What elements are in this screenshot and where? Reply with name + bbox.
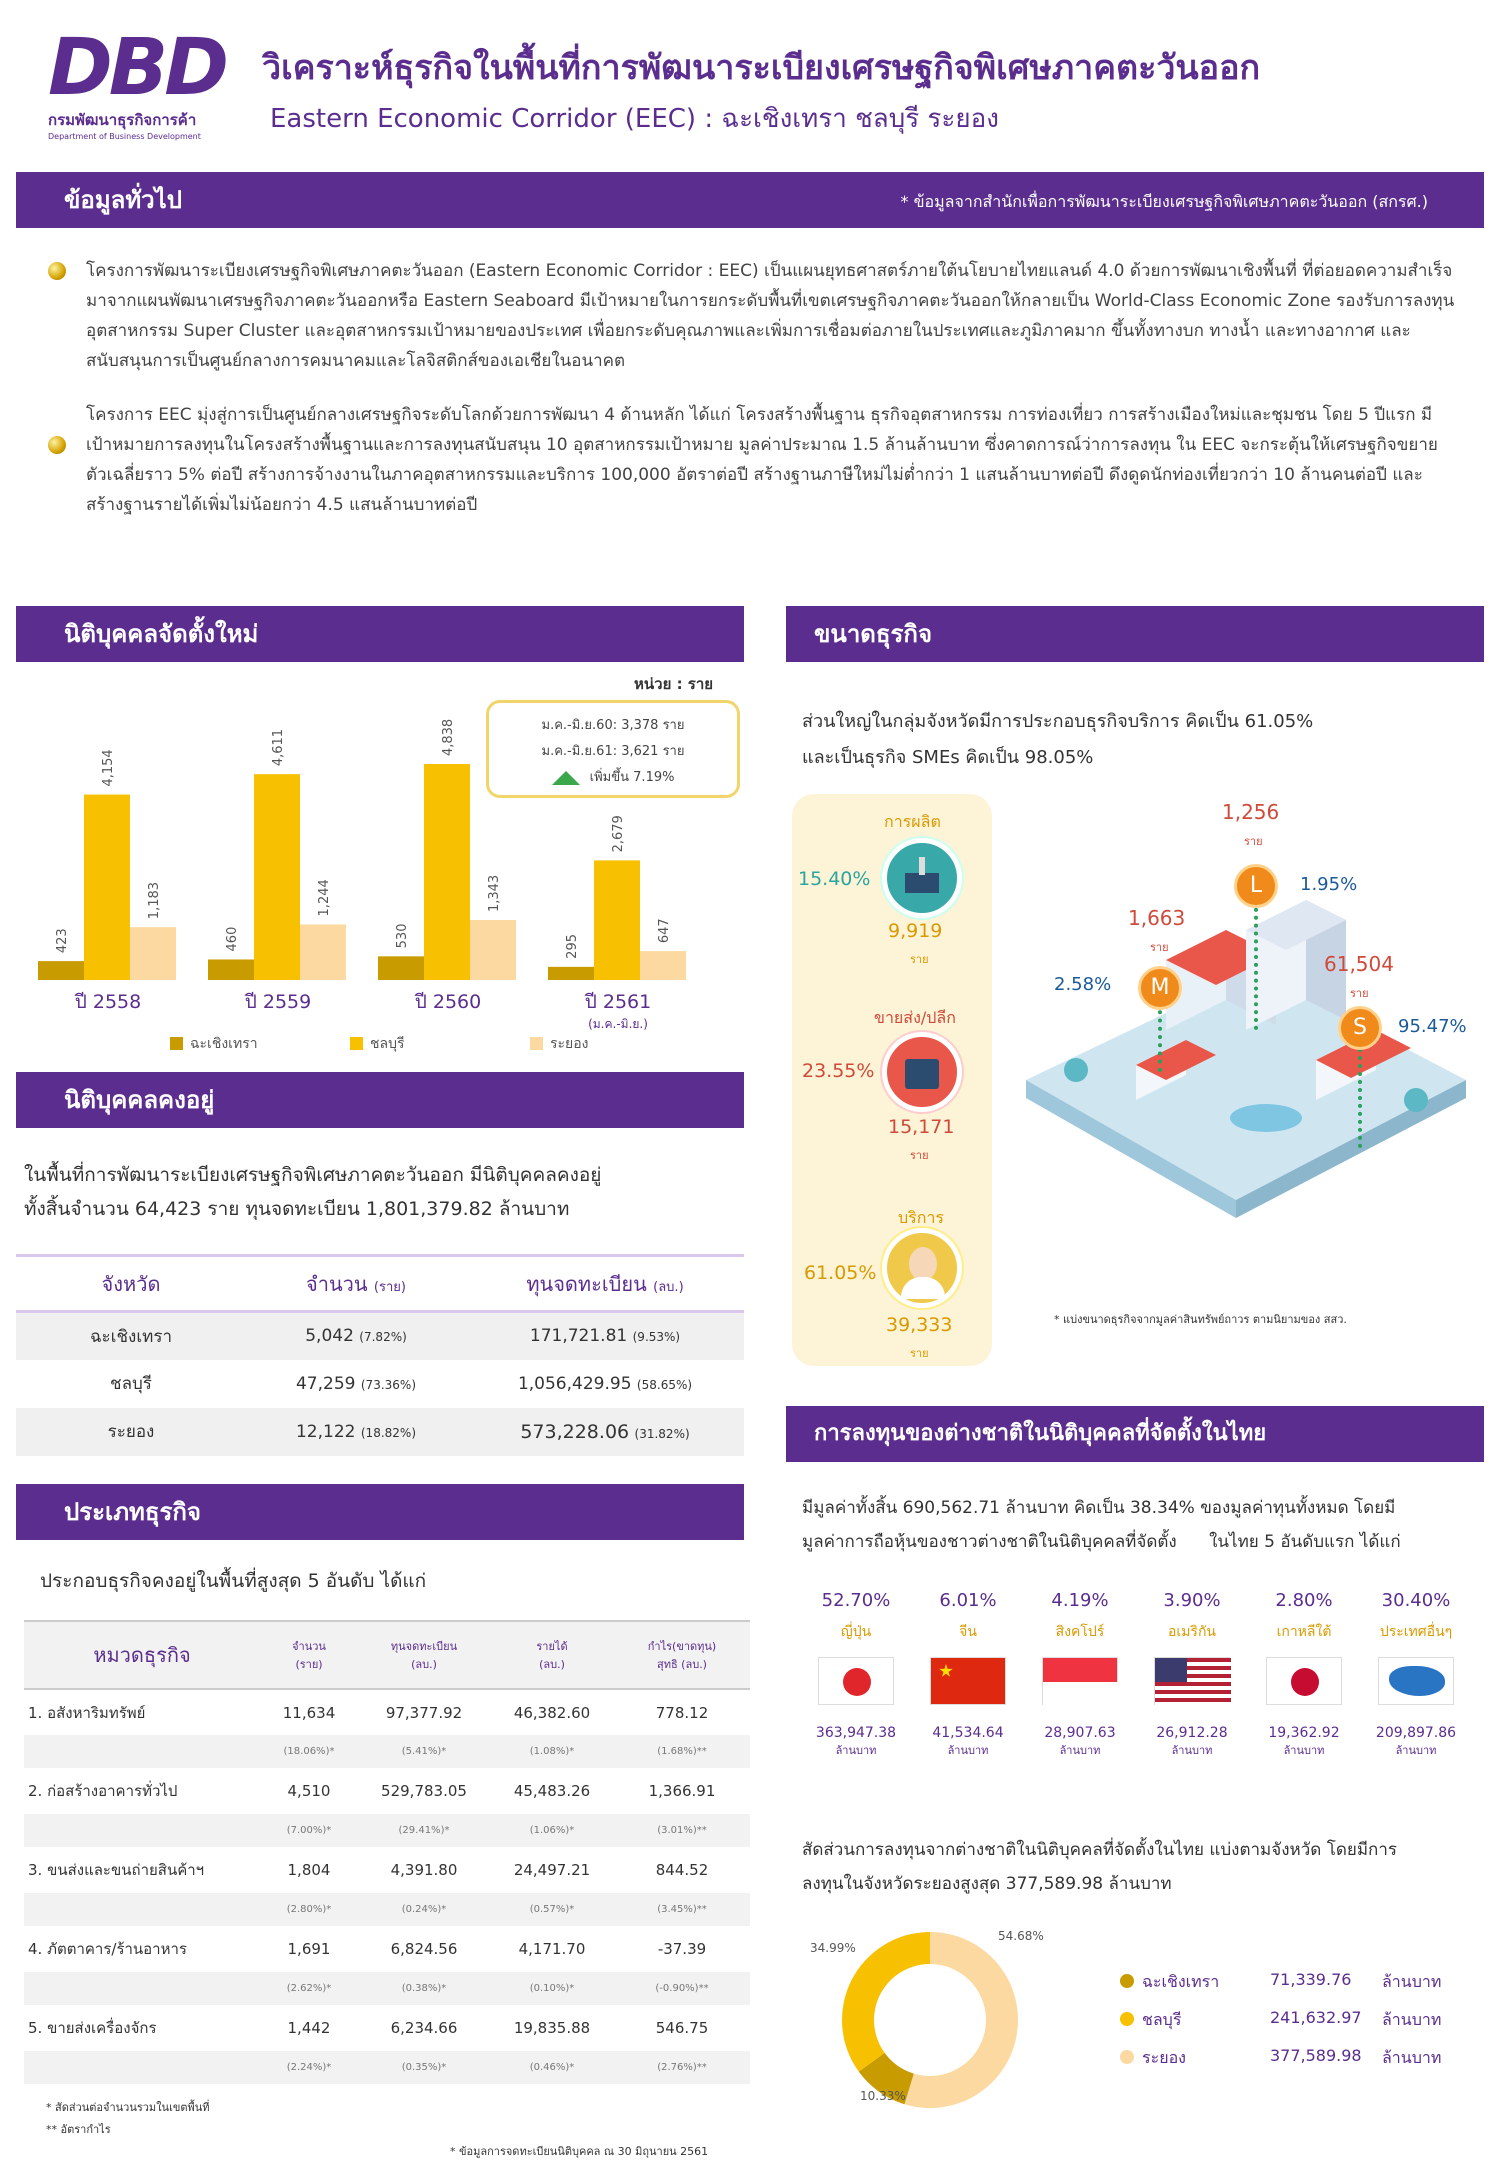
size-s-count: 61,504 — [1324, 952, 1394, 976]
country-pct: 3.90% — [1163, 1590, 1221, 1611]
biz-pct-cell: (1.06%)* — [529, 1825, 575, 1836]
biz-capital-cell: 97,377.92 — [385, 1703, 463, 1722]
table-row: ชลบุรี 47,259 (73.36%) 1,056,429.95 (58.65%) — [110, 1373, 693, 1394]
size-heading: ขนาดธุรกิจ — [814, 620, 933, 648]
bar-value-label: 2,679 — [611, 815, 626, 853]
biz-revenue-cell: 4,171.70 — [518, 1940, 586, 1958]
table-row — [24, 1847, 750, 1893]
country-pct: 6.01% — [939, 1590, 997, 1611]
existing-text-2: ทั้งสิ้นจำนวน 64,423 ราย ทุนจดทะเบียน 1,801,379.82 ล้านบาท — [24, 1198, 570, 1220]
col-revenue: รายได้ (ลบ.) — [536, 1640, 568, 1671]
foreign-heading: การลงทุนของต่างชาติในนิติบุคคลที่จัดตั้งในไทย — [814, 1421, 1267, 1446]
country-pct: 30.40% — [1381, 1590, 1451, 1611]
donut-legend — [1120, 1970, 1480, 2084]
country-item-world — [1360, 1590, 1472, 1759]
foreign-text-2: มูลค่าการถือหุ้นของชาวต่างชาติในนิติบุคคลที่จัดตั้ง ในไทย 5 อันดับแรก ได้แก่ — [802, 1532, 1401, 1552]
bar-value-label: 530 — [395, 923, 410, 949]
bar-value-label: 4,838 — [441, 718, 456, 757]
legend-swatch — [1120, 2012, 1134, 2026]
country-value: 26,912.28 — [1156, 1725, 1228, 1741]
biz-profit-cell: 1,366.91 — [648, 1782, 716, 1800]
biz-pct-cell: (18.06%)* — [283, 1746, 335, 1757]
biz-capital-cell: 6,824.56 — [390, 1940, 458, 1958]
biz-revenue-cell: 46,382.60 — [513, 1703, 591, 1722]
country-item-us — [1136, 1590, 1248, 1759]
country-name: สิงคโปร์ — [1055, 1624, 1105, 1640]
flag-us-icon — [1154, 1657, 1230, 1705]
biz-capital-cell: 6,234.66 — [390, 2019, 458, 2037]
size-note: * แบ่งขนาดธุรกิจจากมูลค่าสินทรัพย์ถาวร ตามนิยามของ สสว. — [1054, 1313, 1347, 1326]
bar-3-2 — [640, 951, 686, 980]
year-2561-note: (ม.ค.-มิ.ย.) — [588, 1017, 648, 1031]
biz-source: * ข้อมูลการจดทะเบียนนิติบุคคล ณ 30 มิถุนายน 2561 — [450, 2145, 709, 2158]
bar-3-0 — [548, 967, 594, 980]
general-paragraph-1: โครงการพัฒนาระเบียงเศรษฐกิจพิเศษภาคตะวันออก (Eastern Economic Corridor : EEC) เป็นแผนยุทธศาสตร์ภายใต้นโยบายไทยแลนด์ 4.0 ด้วยการพัฒนาเชิงพื้นที่ ที่ต่อยอดความสำเร็จมาจากแผนพัฒนาเศรษฐกิจภาคตะวันออกหรือ Eastern Seaboard มีเป้าหมายในการยกระดับพื้นที่เขตเศรษฐกิจภาคตะวันออกให้กลายเป็น World-Class Economic Zone รองรับการลงทุนอุตสาหกรรม Super Cluster และอุตสาหกรรมเป้าหมายของประเทศ เพื่อยกระดับคุณภาพและเพิ่มการเชื่อมต่อภายในประเทศและภูมิภาคมาก ขึ้นทั้งทางบก ทางน้ำ และทางอากาศ และสนับสนุนการเป็นศูนย์กลางการคมนาคมและโลจิสติกส์ของเอเชียในอนาคต — [86, 261, 1455, 371]
biz-note-2: ** อัตรากำไร — [46, 2123, 111, 2136]
biz-count-cell: 4,510 — [287, 1782, 331, 1800]
bar-1-1 — [254, 774, 300, 980]
table-row — [24, 2005, 750, 2051]
biz-pct-cell: (7.00%)* — [286, 1825, 332, 1836]
callout-line-2560: ม.ค.-มิ.ย.60: 3,378 ราย — [541, 718, 685, 733]
bar-2-1 — [424, 764, 470, 980]
sector-trade-unit: ราย — [910, 1149, 929, 1162]
dbd-logo — [48, 23, 238, 148]
biz-pct-cell: (3.01%)** — [657, 1825, 707, 1836]
sector-manufacturing-pct: 15.40% — [798, 868, 871, 890]
flag-cn-icon — [930, 1657, 1006, 1705]
flag-sg-icon — [1042, 1657, 1118, 1705]
bar-value-label: 1,343 — [487, 874, 502, 913]
sector-trade-count: 15,171 — [888, 1116, 955, 1138]
table-row-pct — [24, 1893, 750, 1926]
sector-manufacturing-count: 9,919 — [888, 920, 943, 942]
table-row — [24, 1768, 750, 1814]
legend-item — [1120, 1970, 1480, 2008]
manufacturing-icon — [882, 838, 962, 918]
biz-capital-cell: 4,391.80 — [390, 1861, 458, 1879]
biz-category-cell: 1. อสังหาริมทรัพย์ — [28, 1703, 146, 1722]
biz-revenue-cell: 19,835.88 — [513, 2019, 591, 2037]
country-unit: ล้านบาท — [1059, 1744, 1101, 1757]
country-unit: ล้านบาท — [1283, 1744, 1325, 1757]
country-unit: ล้านบาท — [835, 1744, 877, 1757]
biz-pct-cell: (0.35%)* — [401, 2062, 447, 2073]
legend-name: ชลบุรี — [1142, 2010, 1182, 2029]
callout-growth-text: เพิ่มขึ้น 7.19% — [589, 770, 675, 785]
existing-text-1: ในพื้นที่การพัฒนาระเบียงเศรษฐกิจพิเศษภาคตะวันออก มีนิติบุคคลคงอยู่ — [24, 1164, 602, 1186]
service-person-icon — [882, 1228, 962, 1308]
x-tick-label: ปี 2560 — [414, 991, 482, 1013]
size-s-badge: S — [1338, 1006, 1382, 1050]
sector-manufacturing-label: การผลิต — [884, 812, 941, 831]
bar-value-label: 647 — [657, 918, 672, 944]
x-tick-label: ปี 2561 — [584, 991, 652, 1013]
biz-pct-cell: (2.76%)** — [657, 2062, 707, 2073]
connector-line-m — [1158, 1002, 1162, 1072]
country-name: จีน — [959, 1624, 977, 1640]
legend-swatch — [350, 1037, 363, 1050]
country-name: ญี่ปุ่น — [840, 1624, 872, 1640]
x-tick-label: ปี 2558 — [74, 991, 142, 1013]
city-illustration — [1016, 800, 1476, 1230]
country-pct: 2.80% — [1275, 1590, 1333, 1611]
biz-pct-cell: (0.10%)* — [529, 1983, 575, 1994]
biz-pct-cell: (2.62%)* — [286, 1983, 332, 1994]
logo-wordmark: DBD — [48, 23, 225, 113]
size-s-pct: 95.47% — [1398, 1016, 1467, 1037]
legend-unit: ล้านบาท — [1382, 2048, 1442, 2067]
country-pct: 4.19% — [1051, 1590, 1109, 1611]
biz-note-1: * สัดส่วนต่อจำนวนรวมในเขตพื้นที่ — [46, 2101, 210, 2114]
flag-jp-icon — [818, 1657, 894, 1705]
size-m-badge: M — [1138, 966, 1182, 1010]
bar-value-label: 1,244 — [317, 879, 332, 917]
general-section-header — [16, 172, 1484, 228]
bullet-icon — [48, 436, 66, 454]
col-count: จำนวน (ราย) — [292, 1640, 326, 1671]
connector-line-l — [1254, 900, 1258, 1030]
table-row-pct — [24, 1972, 750, 2005]
foreign-text-1: มีมูลค่าทั้งสิ้น 690,562.71 ล้านบาท คิดเป็น 38.34% ของมูลค่าทุนทั้งหมด โดยมี — [802, 1498, 1396, 1518]
country-value: 209,897.86 — [1375, 1725, 1457, 1741]
legend-value: 71,339.76 — [1270, 1970, 1352, 1989]
callout-line-2561: ม.ค.-มิ.ย.61: 3,621 ราย — [541, 744, 685, 759]
biz-category-cell: 3. ขนส่งและขนถ่ายสินค้าฯ — [28, 1861, 205, 1879]
country-list — [800, 1590, 1480, 1800]
biz-pct-cell: (0.57%)* — [529, 1904, 575, 1915]
general-paragraph-2: โครงการ EEC มุ่งสู่การเป็นศูนย์กลางเศรษฐกิจระดับโลกด้วยการพัฒนา 4 ด้านหลัก ได้แก่ โครงสร้างพื้นฐาน ธุรกิจอุตสาหกรรม การท่องเที่ยว การสร้างเมืองใหม่และชุมชน โดย 5 ปีแรก มีเป้าหมายการลงทุนในโครงสร้างพื้นฐานและการลงทุนสนับสนุน 10 อุตสาหกรรมเป้าหมาย มูลค่าประมาณ 1.5 ล้านล้านบาท ซึ่งคาดการณ์ว่าการลงทุน ใน EEC จะกระตุ้นให้เศรษฐกิจขยายตัวเฉลี่ยราว 5% ต่อปี สร้างการจ้างงานในภาคอุตสาหกรรมและบริการ 100,000 อัตราต่อปี สร้างฐานภาษีใหม่ไม่ต่ำกว่า 1 แสนล้านบาทต่อปี ดึงดูดนักท่องเที่ยวกว่า 10 ล้านคนต่อปี และสร้างฐานรายได้เพิ่มไม่น้อยกว่า 4.5 แสนล้านบาทต่อปี — [86, 405, 1438, 515]
bar-2-0 — [378, 956, 424, 980]
biz-profit-cell: -37.39 — [657, 1940, 707, 1958]
page-subtitle: Eastern Economic Corridor (EEC) : ฉะเชิงเทรา ชลบุรี ระยอง — [270, 104, 999, 134]
col-capital: ทุนจดทะเบียน (ลบ.) — [526, 1271, 684, 1296]
cash-register-icon — [882, 1032, 962, 1112]
legend-swatch — [1120, 1974, 1134, 1988]
bar-value-label: 4,154 — [101, 749, 116, 787]
sector-service-count: 39,333 — [886, 1314, 953, 1336]
new-companies-heading: นิติบุคคลจัดตั้งใหม่ — [64, 620, 259, 648]
legend-unit: ล้านบาท — [1382, 1972, 1442, 1991]
biz-pct-cell: (0.24%)* — [401, 1904, 447, 1915]
bar-0-1 — [84, 795, 130, 980]
table-row — [24, 1689, 750, 1735]
biz-pct-cell: (0.38%)* — [401, 1983, 447, 1994]
size-l-unit: ราย — [1244, 835, 1263, 848]
donut-pct-label: 34.99% — [810, 1941, 856, 1955]
country-name: อเมริกัน — [1168, 1624, 1216, 1640]
country-unit: ล้านบาท — [947, 1744, 989, 1757]
bar-2-2 — [470, 920, 516, 980]
bar-value-label: 460 — [225, 926, 240, 952]
sector-service-unit: ราย — [910, 1347, 929, 1360]
logo-english-name: Department of Business Development — [48, 132, 201, 141]
biz-profit-cell: 844.52 — [655, 1861, 709, 1879]
table-row: ฉะเชิงเทรา 5,042 (7.82%) 171,721.81 (9.53%) — [16, 1312, 744, 1360]
size-l-pct: 1.95% — [1300, 874, 1358, 895]
biz-type-section-header — [16, 1484, 744, 1540]
biz-count-cell: 11,634 — [282, 1703, 336, 1722]
legend-label: ระยอง — [550, 1036, 589, 1052]
bar-1-2 — [300, 924, 346, 980]
size-section-header — [786, 606, 1484, 662]
bullet-icon — [48, 262, 66, 280]
biz-pct-cell: (0.46%)* — [529, 2062, 575, 2073]
biz-profit-cell: 546.75 — [655, 2019, 709, 2037]
table-row-pct — [24, 1814, 750, 1847]
legend-value: 241,632.97 — [1270, 2008, 1362, 2027]
logo-thai-name: กรมพัฒนาธุรกิจการค้า — [48, 111, 197, 129]
sector-trade-pct: 23.55% — [802, 1060, 875, 1082]
size-l-badge: L — [1234, 864, 1278, 908]
bar-value-label: 423 — [55, 928, 70, 954]
size-s-unit: ราย — [1350, 987, 1369, 1000]
table-row-pct — [24, 2051, 750, 2084]
page-title: วิเคราะห์ธุรกิจในพื้นที่การพัฒนาระเบียงเศรษฐกิจพิเศษภาคตะวันออก — [262, 48, 1261, 88]
legend-label: ชลบุรี — [370, 1036, 405, 1052]
biz-pct-cell: (3.45%)** — [657, 1904, 707, 1915]
existing-section-header — [16, 1072, 744, 1128]
country-value: 28,907.63 — [1044, 1725, 1116, 1741]
biz-pct-cell: (1.68%)** — [657, 1746, 707, 1757]
size-text-1: ส่วนใหญ่ในกลุ่มจังหวัดมีการประกอบธุรกิจบริการ คิดเป็น 61.05% — [802, 711, 1314, 732]
country-name: ประเทศอื่นๆ — [1379, 1624, 1453, 1640]
general-heading: ข้อมูลทั่วไป — [64, 186, 182, 214]
col-category: หมวดธุรกิจ — [93, 1643, 191, 1667]
biz-count-cell: 1,442 — [287, 2019, 331, 2037]
biz-type-heading: ประเภทธุรกิจ — [64, 1498, 201, 1526]
biz-revenue-cell: 45,483.26 — [513, 1782, 591, 1800]
sector-service-pct: 61.05% — [804, 1262, 877, 1284]
col-province: จังหวัด — [101, 1271, 161, 1296]
country-item-sg — [1024, 1590, 1136, 1759]
size-m-count: 1,663 — [1128, 906, 1186, 930]
biz-category-cell: 4. ภัตตาคาร/ร้านอาหาร — [28, 1940, 187, 1958]
biz-category-cell: 2. ก่อสร้างอาคารทั่วไป — [28, 1782, 178, 1800]
biz-pct-cell: (5.41%)* — [401, 1746, 447, 1757]
legend-value: 377,589.98 — [1270, 2046, 1362, 2065]
bar-0-0 — [38, 961, 84, 980]
general-source-note: * ข้อมูลจากสำนักเพื่อการพัฒนาระเบียงเศรษฐกิจพิเศษภาคตะวันออก (สกรศ.) — [900, 192, 1428, 211]
biz-capital-cell: 529,783.05 — [381, 1782, 467, 1800]
country-name: เกาหลีใต้ — [1276, 1624, 1332, 1640]
table-row — [24, 1926, 750, 1972]
biz-pct-cell: (1.08%)* — [529, 1746, 575, 1757]
bar-1-0 — [208, 959, 254, 980]
legend-swatch — [530, 1037, 543, 1050]
bar-0-2 — [130, 927, 176, 980]
legend-unit: ล้านบาท — [1382, 2010, 1442, 2029]
existing-table — [16, 1254, 744, 1456]
country-pct: 52.70% — [821, 1590, 891, 1611]
col-count: จำนวน (ราย) — [306, 1271, 406, 1296]
connector-line-s — [1358, 1048, 1362, 1148]
table-row: ระยอง 12,122 (18.82%) 573,228.06 (31.82%) — [16, 1408, 744, 1456]
size-m-pct: 2.58% — [1054, 974, 1112, 995]
country-item-jp — [800, 1590, 912, 1759]
size-text-2: และเป็นธุรกิจ SMEs คิดเป็น 98.05% — [802, 747, 1094, 768]
biz-pct-cell: (-0.90%)** — [655, 1983, 709, 1994]
legend-label: ฉะเชิงเทรา — [190, 1036, 258, 1052]
bar-3-1 — [594, 860, 640, 980]
country-item-cn — [912, 1590, 1024, 1759]
col-profit: กำไร(ขาดทุน) สุทธิ (ลบ.) — [647, 1640, 717, 1671]
country-unit: ล้านบาท — [1395, 1744, 1437, 1757]
legend-swatch — [1120, 2050, 1134, 2064]
new-companies-section-header — [16, 606, 744, 662]
bar-value-label: 4,611 — [271, 728, 286, 767]
legend-name: ฉะเชิงเทรา — [1142, 1972, 1220, 1991]
biz-revenue-cell: 24,497.21 — [513, 1861, 591, 1879]
flag-kr-icon — [1266, 1657, 1342, 1705]
bar-value-label: 1,183 — [147, 881, 162, 920]
biz-table-header — [24, 1621, 750, 1689]
col-capital: ทุนจดทะเบียน (ลบ.) — [390, 1640, 458, 1671]
country-unit: ล้านบาท — [1171, 1744, 1213, 1757]
province-donut-chart — [810, 1920, 1140, 2120]
province-text-2: ลงทุนในจังหวัดระยองสูงสุด 377,589.98 ล้านบาท — [802, 1874, 1172, 1894]
biz-count-cell: 1,691 — [287, 1940, 331, 1958]
biz-pct-cell: (2.80%)* — [286, 1904, 332, 1915]
legend-item — [1120, 2008, 1480, 2046]
donut-pct-label: 10.33% — [860, 2089, 906, 2103]
biz-category-cell: 5. ขายส่งเครื่องจักร — [28, 2019, 157, 2037]
biz-type-intro: ประกอบธุรกิจคงอยู่ในพื้นที่สูงสุด 5 อันดับ ได้แก่ — [40, 1570, 427, 1592]
legend-name: ระยอง — [1142, 2048, 1186, 2067]
sector-service-label: บริการ — [898, 1208, 945, 1227]
province-text-1: สัดส่วนการลงทุนจากต่างชาติในนิติบุคคลที่จัดตั้งในไทย แบ่งตามจังหวัด โดยมีการ — [802, 1840, 1398, 1860]
size-l-count: 1,256 — [1222, 800, 1280, 824]
biz-type-table — [24, 1620, 750, 2084]
x-tick-label: ปี 2559 — [244, 991, 312, 1013]
legend-item — [1120, 2046, 1480, 2084]
country-value: 19,362.92 — [1268, 1725, 1340, 1741]
legend-swatch — [170, 1037, 183, 1050]
donut-pct-label: 54.68% — [998, 1929, 1044, 1943]
flag-world-icon — [1378, 1657, 1454, 1705]
biz-profit-cell: 778.12 — [655, 1703, 709, 1722]
bar-value-label: 295 — [565, 934, 580, 959]
sector-trade-label: ขายส่ง/ปลีก — [874, 1008, 956, 1027]
country-value: 363,947.38 — [815, 1725, 897, 1741]
new-companies-bar-chart — [30, 690, 740, 1070]
foreign-section-header — [786, 1406, 1484, 1462]
biz-count-cell: 1,804 — [287, 1861, 331, 1879]
existing-table-header — [16, 1256, 744, 1312]
chart-unit-label: หน่วย : ราย — [634, 675, 714, 693]
biz-pct-cell: (29.41%)* — [398, 1825, 450, 1836]
table-row-pct — [24, 1735, 750, 1768]
sector-manufacturing-unit: ราย — [910, 953, 929, 966]
size-m-unit: ราย — [1150, 941, 1169, 954]
existing-heading: นิติบุคคลคงอยู่ — [64, 1086, 215, 1114]
country-item-kr — [1248, 1590, 1360, 1759]
biz-pct-cell: (2.24%)* — [286, 2062, 332, 2073]
country-value: 41,534.64 — [932, 1725, 1004, 1741]
